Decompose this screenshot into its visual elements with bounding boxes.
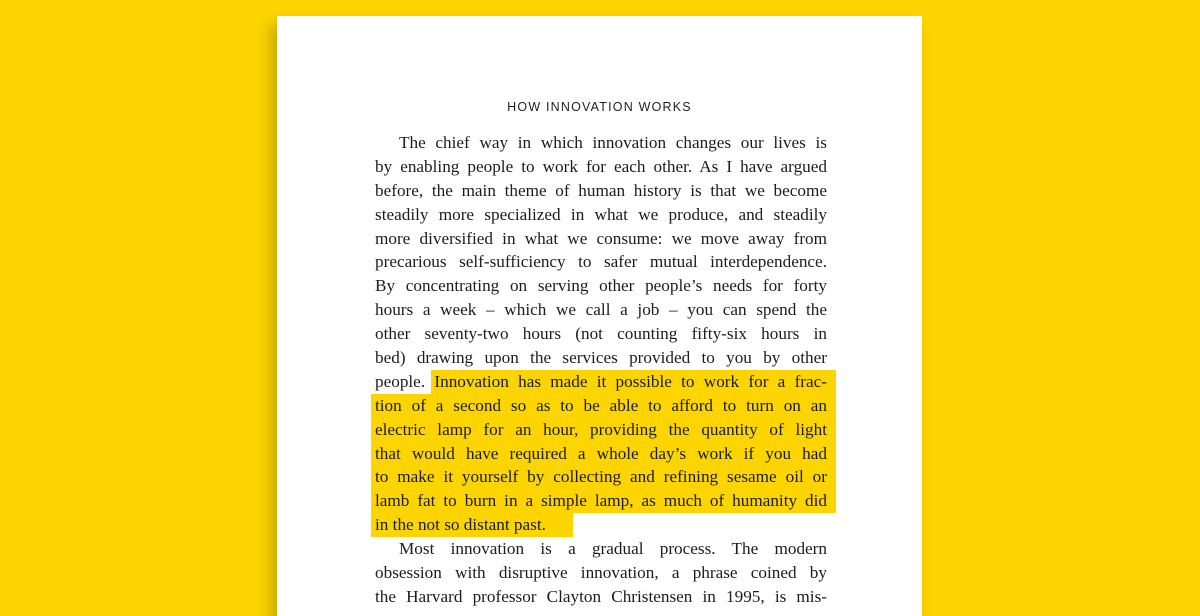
body-text: [375, 131, 827, 609]
text-line: precarious self-sufficiency to safer mutual interdependence.: [375, 252, 827, 272]
text-line: Most innovation is a gradual process. The modern: [399, 539, 827, 559]
highlighted-line: tion of a second so as to be able to afford to turn on an: [371, 394, 836, 418]
text-line: more diversified in what we consume: we move away from: [375, 228, 827, 248]
text-line: bed) drawing upon the services provided to you by other: [375, 348, 827, 368]
highlighted-line: people. Innovation has made it possible to work for a frac-: [375, 370, 836, 394]
running-head: HOW INNOVATION WORKS: [507, 100, 692, 114]
text-line: other seventy-two hours (not counting fifty-six hours in: [375, 324, 827, 344]
text-line: before, the main theme of human history is that we become: [375, 180, 827, 200]
highlighted-line: that would have required a whole day’s work if you had: [371, 442, 836, 466]
text-line: steadily more specialized in what we produce, and steadily: [375, 204, 827, 224]
highlighted-line: to make it yourself by collecting and refining sesame oil or: [371, 465, 836, 489]
highlighted-line: lamb fat to burn in a simple lamp, as much of humanity did: [371, 489, 836, 513]
highlighted-line: in the not so distant past.: [371, 513, 827, 537]
highlighted-line: electric lamp for an hour, providing the quantity of light: [371, 418, 836, 442]
text-line: obsession with disruptive innovation, a phrase coined by: [375, 563, 827, 583]
text-line: the Harvard professor Clayton Christensen in 1995, is mis-: [375, 586, 827, 606]
text-line: The chief way in which innovation changes our lives is: [399, 133, 827, 152]
text-line: by enabling people to work for each other. As I have argued: [375, 156, 827, 176]
text-line: By concentrating on serving other people’s needs for forty: [375, 276, 827, 296]
book-page: [277, 16, 922, 616]
text-line: hours a week – which we call a job – you can spend the: [375, 300, 827, 320]
